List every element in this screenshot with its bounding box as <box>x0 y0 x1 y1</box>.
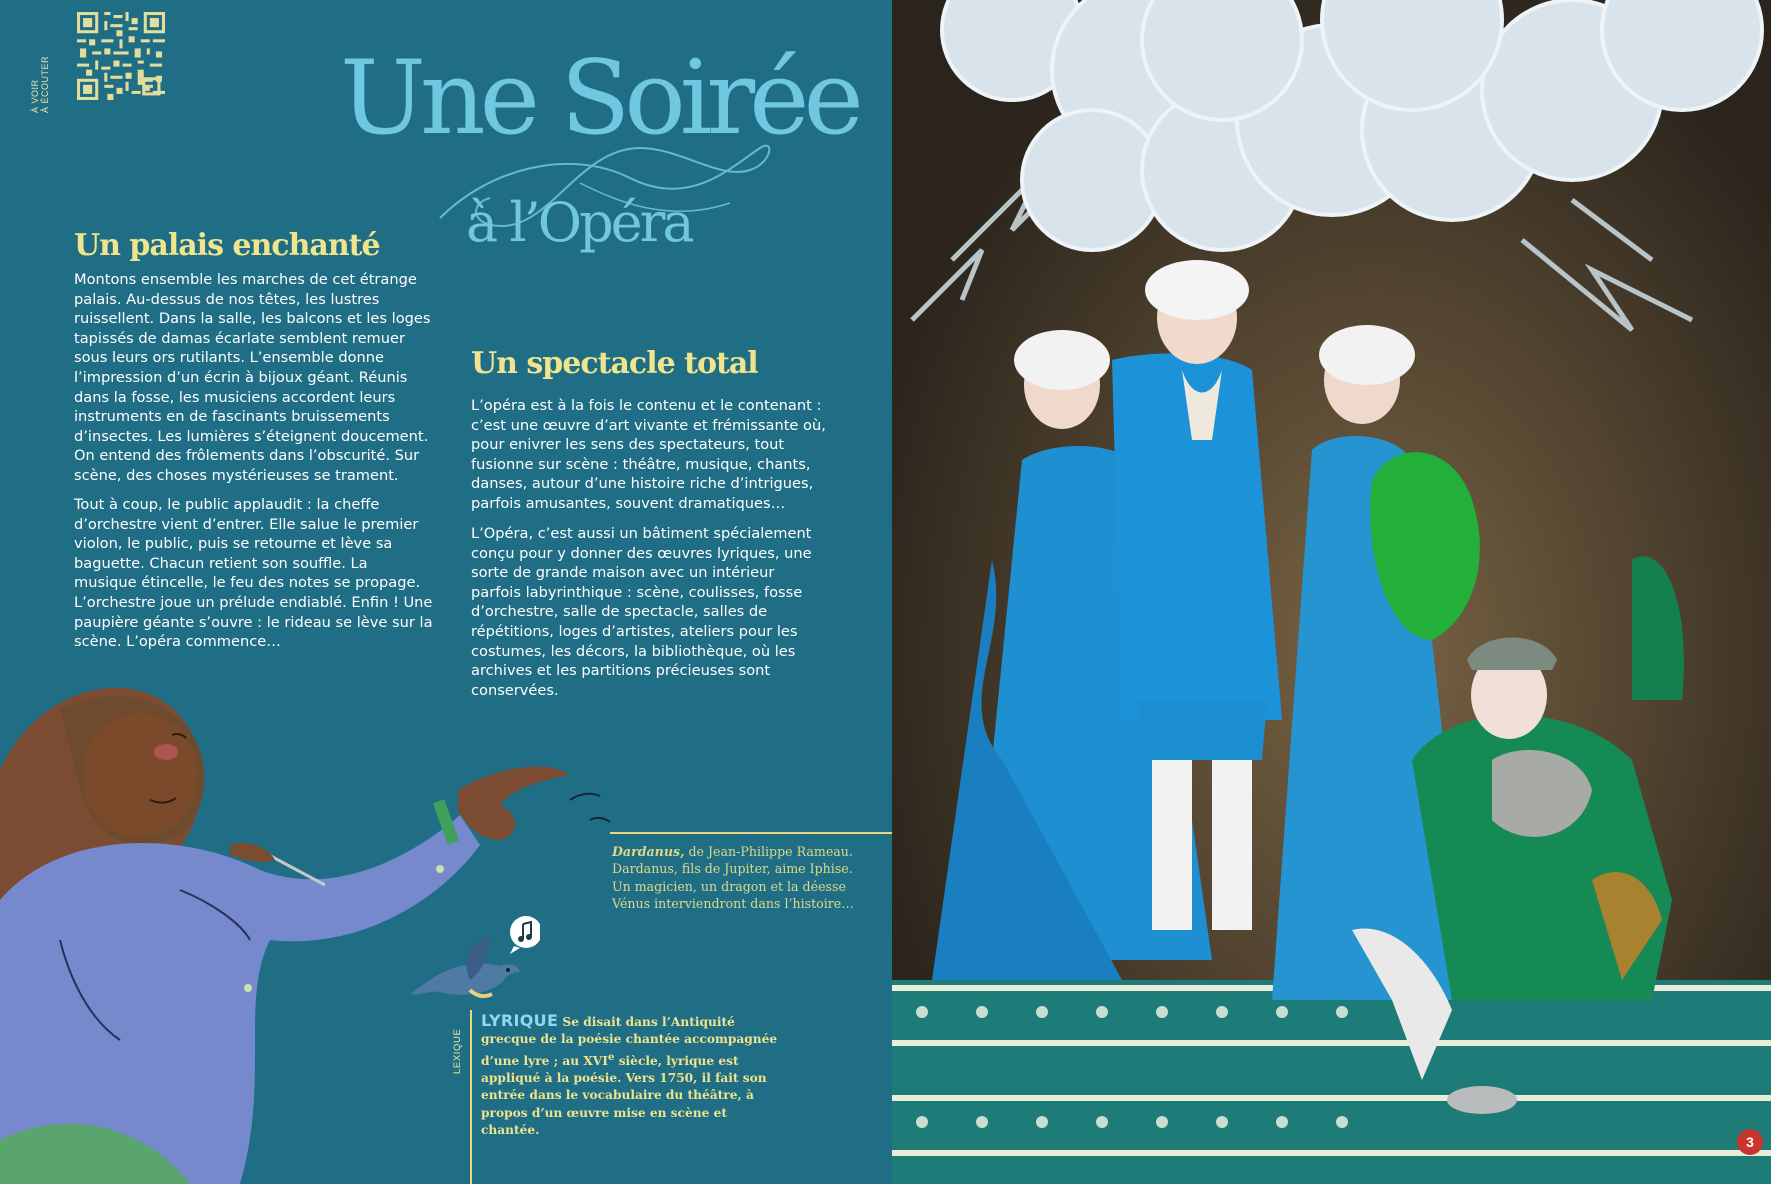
photo-caption <box>612 843 874 913</box>
lexique-def-part2: siècle, lyrique est appliqué à la poésie. Vers 1750, il fait son entrée dans le vocabulaire du théâtre, à propos d’un œuvre mise en scène et chantée. <box>481 1053 767 1137</box>
lexique-def-sup: e <box>607 1050 615 1063</box>
section1-heading: Un palais enchanté <box>74 228 380 263</box>
qr-code-icon[interactable] <box>77 12 165 100</box>
page-number-badge: 3 <box>1737 1129 1763 1155</box>
caption-text: de Jean-Philippe Rameau. Dardanus, fils de Jupiter, aime Iphise. Un magicien, un dragon et la déesse Vénus interviendront dans l’histoire… <box>612 844 854 912</box>
caption-work-title: Dardanus, <box>612 844 685 859</box>
lexique-rule <box>470 1010 472 1184</box>
side-tag <box>30 55 50 115</box>
page-title-line1: Une Soirée <box>340 39 858 158</box>
bird-icon <box>410 910 540 1010</box>
lexique-definition <box>481 1012 781 1139</box>
lexique-tag <box>452 1012 468 1082</box>
section1-paragraph1-text: Montons ensemble les marches de cet étrange palais. Au-dessus de nos têtes, les lustres ruissellent. Dans la salle, les balcons et les loges tapissés de damas écarlate semblent remuer sous leurs ors rutilants. L’ensemble donne l’impression d’un écrin à bijoux géant. Réunis dans la fosse, les musiciens accordent leurs instruments en de fascinants bruissements d’insectes. Les lumières s’éteignent doucement. On entend des frôlements dans l’obscurité. Sur scène, des choses mystérieuses se trament. <box>74 271 431 484</box>
side-tag-line2: À ÉCOUTER <box>40 55 50 113</box>
opera-stage-photo <box>892 0 1771 1184</box>
right-page <box>892 0 1771 1184</box>
section2-paragraph1 <box>471 396 826 514</box>
section2-paragraph2-text: L’Opéra, c’est aussi un bâtiment spécialement conçu pour y donner des œuvres lyriques, une sorte de grande maison avec un intérieur parfois labyrinthique : scène, coulisses, fosse d’orchestre, salle de spectacle, salles de répétitions, loges d’artistes, ateliers pour les costumes, les décors, la bibliothèque, où les archives et les partitions précieuses sont conservées. <box>471 525 812 699</box>
section1-paragraph1 <box>74 270 434 486</box>
section1-paragraph2-text: Tout à coup, le public applaudit : la cheffe d’orchestre vient d’entrer. Elle salue le premier violon, le public, puis se retourne et lève sa baguette. Chacun retient son souffle. La musique étincelle, le feu des notes se propage. L’orchestre joue un prélude endiablé. Enfin ! Une paupière géante s’ouvre : le rideau se lève sur la scène. L’opéra commence… <box>74 496 433 651</box>
page-title-line2: à l’Opéra <box>466 191 692 254</box>
section2-paragraph1-text: L’opéra est à la fois le contenu et le contenant : c’est une œuvre d’art vivante et frémissante où, pour enivrer les sens des spectateurs, tout fusionne sur scène : théâtre, musique, chants, danses, autour d’une histoire riche d’intrigues, parfois amusantes, souvent dramatiques… <box>471 397 826 512</box>
section2-heading: Un spectacle total <box>471 346 758 381</box>
lexique-word: LYRIQUE <box>481 1011 559 1030</box>
lexique-tag-text: LEXIQUE <box>452 1028 463 1074</box>
caption-rule <box>610 832 892 834</box>
side-tag-line1: À VOIR <box>30 79 40 113</box>
lexique-def-part1: Se disait dans l’Antiquité grecque de la poésie chantée accompagnée d’une lyre ; au XVI <box>481 1015 778 1068</box>
section1-paragraph2 <box>74 495 434 652</box>
